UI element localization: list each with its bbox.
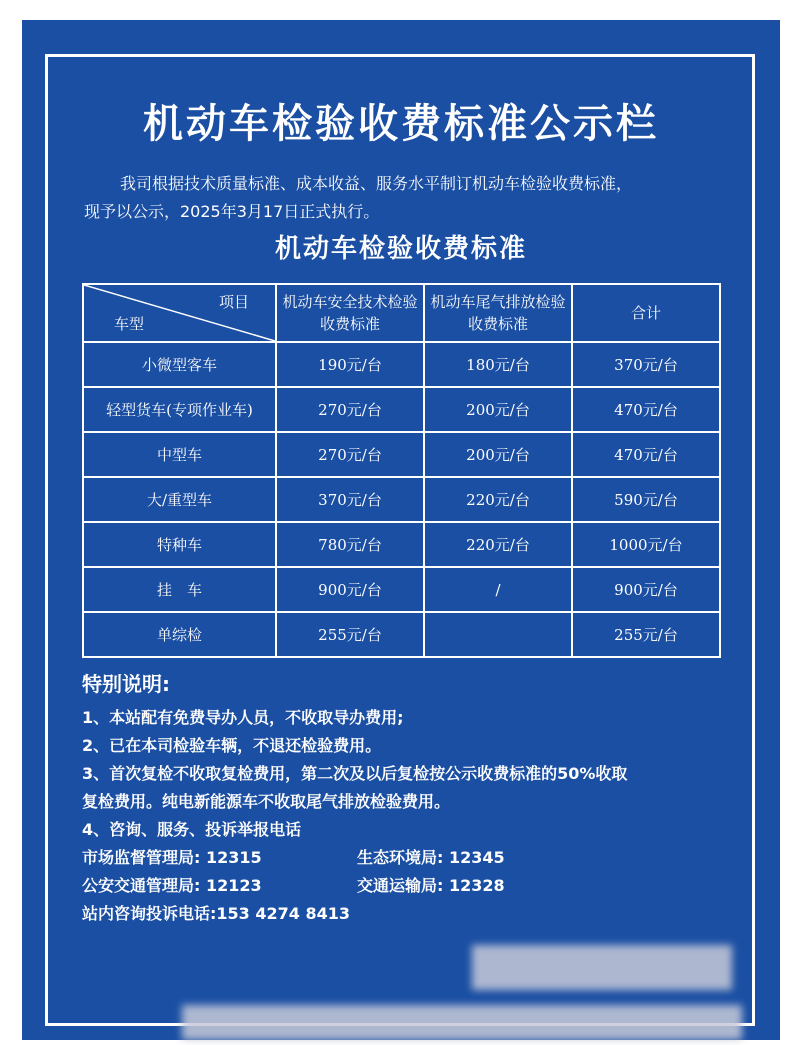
emission-fee: 220元/台 <box>424 477 572 522</box>
emission-fee: 200元/台 <box>424 432 572 477</box>
vehicle-type: 大/重型车 <box>83 477 276 522</box>
contact-ecology: 生态环境局: 12345 <box>357 848 505 867</box>
fee-table <box>82 283 721 658</box>
total-fee: 470元/台 <box>572 432 720 477</box>
safety-fee: 190元/台 <box>276 342 424 387</box>
intro-line-1: 我司根据技术质量标准、成本收益、服务水平制订机动车检验收费标准， <box>120 174 633 193</box>
contact-market: 市场监督管理局: 12315 <box>82 848 262 867</box>
table-row <box>83 522 720 567</box>
blurred-region <box>472 945 732 990</box>
vehicle-type: 中型车 <box>83 432 276 477</box>
vehicle-type: 小微型客车 <box>83 342 276 387</box>
table-row <box>83 477 720 522</box>
contact-list <box>82 844 742 928</box>
blurred-region <box>182 1005 742 1040</box>
note-item-3-line-1: 3、首次复检不收取复检费用，第二次及以后复检按公示收费标准的50%收取 <box>82 764 628 783</box>
vehicle-type: 挂 车 <box>83 567 276 612</box>
fee-table-title: 机动车检验收费标准 <box>274 234 527 264</box>
safety-fee: 900元/台 <box>276 567 424 612</box>
header-emission: 机动车尾气排放检验收费标准 <box>424 284 572 342</box>
vehicle-type: 特种车 <box>83 522 276 567</box>
vehicle-type: 轻型货车(专项作业车) <box>83 387 276 432</box>
safety-fee: 255元/台 <box>276 612 424 657</box>
safety-fee: 370元/台 <box>276 477 424 522</box>
note-item-4: 4、咨询、服务、投诉举报电话 <box>82 820 302 839</box>
notes-heading: 特别说明: <box>82 672 170 696</box>
total-fee: 1000元/台 <box>572 522 720 567</box>
emission-fee: 200元/台 <box>424 387 572 432</box>
notice-board <box>22 20 780 1040</box>
emission-fee: 220元/台 <box>424 522 572 567</box>
header-item-label: 项目 <box>218 293 249 311</box>
table-row <box>83 387 720 432</box>
contact-traffic-police: 公安交通管理局: 12123 <box>82 876 262 895</box>
safety-fee: 270元/台 <box>276 387 424 432</box>
total-fee: 255元/台 <box>572 612 720 657</box>
special-notes <box>82 670 742 928</box>
safety-fee: 780元/台 <box>276 522 424 567</box>
header-type-label: 车型 <box>114 315 145 333</box>
safety-fee: 270元/台 <box>276 432 424 477</box>
emission-fee <box>424 612 572 657</box>
note-item-3-line-2: 复检费用。纯电新能源车不收取尾气排放检验费用。 <box>82 792 451 811</box>
total-fee: 900元/台 <box>572 567 720 612</box>
contact-row <box>82 844 742 872</box>
vehicle-type: 单综检 <box>83 612 276 657</box>
table-row <box>83 432 720 477</box>
total-fee: 590元/台 <box>572 477 720 522</box>
note-item-1: 1、本站配有免费导办人员，不收取导办费用; <box>82 708 404 727</box>
table-header-row <box>83 284 720 342</box>
note-item-2: 2、已在本司检验车辆，不退还检验费用。 <box>82 736 382 755</box>
emission-fee: 180元/台 <box>424 342 572 387</box>
table-row <box>83 612 720 657</box>
intro-line-2: 现予以公示，2025年3月17日正式执行。 <box>84 202 380 221</box>
total-fee: 470元/台 <box>572 387 720 432</box>
contact-station: 站内咨询投诉电话:153 4274 8413 <box>82 904 351 923</box>
table-row <box>83 342 720 387</box>
contact-transport: 交通运输局: 12328 <box>357 876 505 895</box>
table-row <box>83 567 720 612</box>
diagonal-header-cell <box>83 284 276 342</box>
emission-fee: / <box>424 567 572 612</box>
header-safety: 机动车安全技术检验收费标准 <box>276 284 424 342</box>
total-fee: 370元/台 <box>572 342 720 387</box>
page-title: 机动车检验收费标准公示栏 <box>143 101 659 147</box>
header-total: 合计 <box>572 284 720 342</box>
contact-row <box>82 872 742 900</box>
intro-text <box>84 170 734 226</box>
